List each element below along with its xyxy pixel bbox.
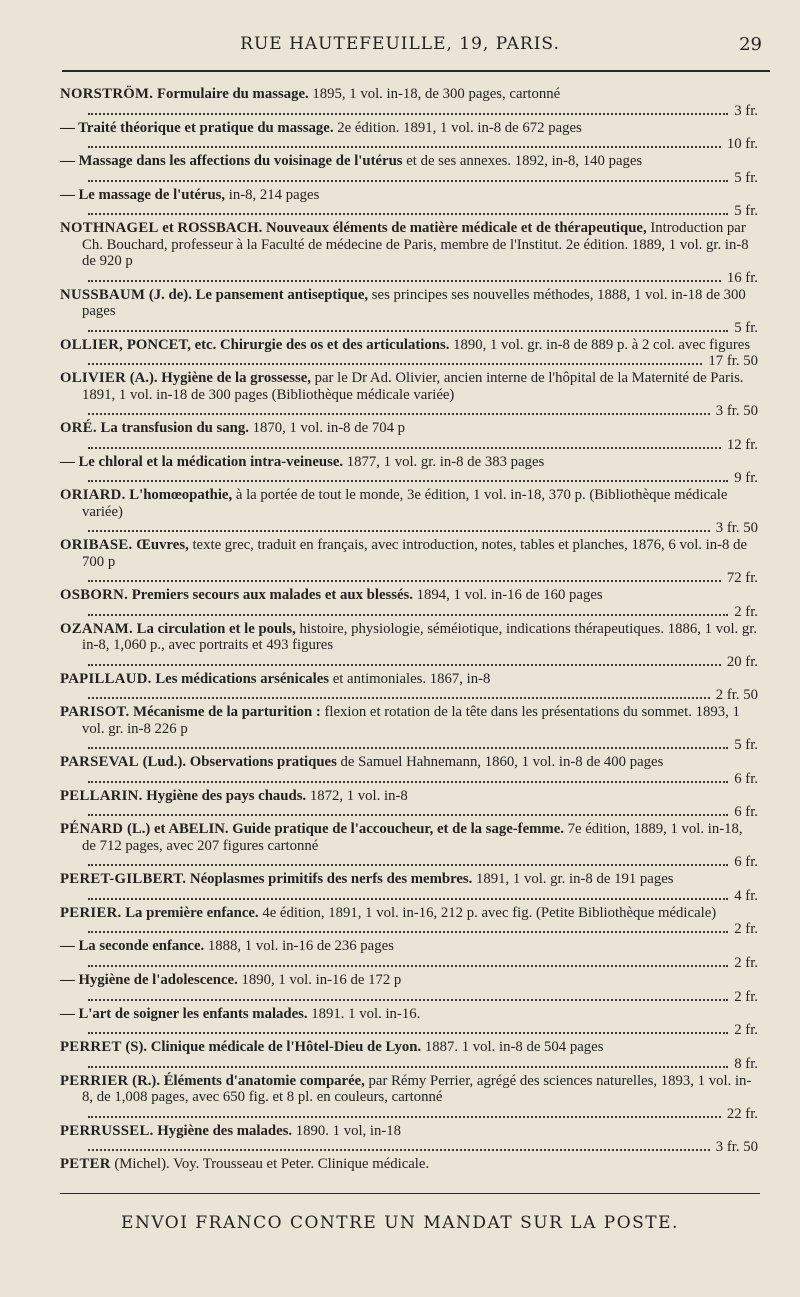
entry-author: ORIARD. bbox=[60, 487, 126, 504]
page-number: 29 bbox=[739, 34, 762, 55]
dot-leader bbox=[88, 697, 710, 699]
entry-detail: 1891. 1 vol. in-16. bbox=[311, 1005, 421, 1022]
entry-author: PERRET bbox=[60, 1039, 122, 1056]
dot-leader bbox=[88, 965, 728, 967]
catalog-entry bbox=[60, 821, 758, 854]
dot-leader bbox=[88, 280, 721, 282]
catalog-entry bbox=[60, 754, 758, 771]
entry-price: 12 fr. bbox=[726, 436, 758, 453]
entry-price-row bbox=[60, 353, 758, 370]
entry-price: 3 fr. 50 bbox=[715, 403, 758, 420]
entry-title: Premiers secours aux malades et aux blessés. bbox=[131, 587, 413, 604]
entry-detail: 1877, 1 vol. gr. in-8 de 383 pages bbox=[346, 453, 545, 470]
entry-detail: et antimoniales. 1867, in-8 bbox=[332, 670, 491, 687]
catalog-entry bbox=[60, 704, 758, 737]
entry-title: La circulation et le pouls, bbox=[136, 620, 296, 637]
catalog-entry bbox=[60, 454, 758, 471]
entry-detail: à la portée de tout le monde, 3e édition, 1 vol. in-18, 370 p. (Bibliothèque médicale variée) bbox=[82, 487, 728, 520]
entry-author: OLIVIER bbox=[60, 370, 127, 387]
entry-title: La première enfance. bbox=[125, 904, 259, 921]
dot-leader bbox=[88, 1116, 721, 1118]
entry-title: Hygiène des pays chauds. bbox=[146, 787, 307, 804]
entry-price-row bbox=[60, 687, 758, 704]
dot-leader bbox=[88, 530, 710, 532]
entry-title: — Traité théorique et pratique du massage. bbox=[60, 119, 334, 136]
entry-detail: par Rémy Perrier, agrégé des sciences naturelles, 1893, 1 vol. in-8, de 1,008 pages, avec 650 fig. et 8 pl. en couleurs, cartonné bbox=[82, 1072, 752, 1106]
entry-detail: 1895, 1 vol. in-18, de 300 pages, cartonné bbox=[312, 86, 561, 102]
entry-author: NORSTRÖM. bbox=[60, 86, 154, 102]
dot-leader bbox=[88, 146, 721, 148]
dot-leader bbox=[88, 747, 728, 749]
entry-price-row bbox=[60, 854, 758, 871]
dot-leader bbox=[88, 480, 728, 482]
entry-author: PETER bbox=[60, 1156, 111, 1173]
entry-detail: et de ses annexes. 1892, in-8, 140 pages bbox=[406, 153, 643, 170]
entry-title: (L.) et ABELIN. Guide pratique de l'accoucheur, et de la sage-femme. bbox=[126, 821, 564, 838]
entry-price: 2 fr. bbox=[734, 921, 758, 938]
catalog-entry bbox=[60, 153, 758, 170]
entry-price: 3 fr. 50 bbox=[715, 520, 758, 537]
catalog-entry bbox=[60, 1123, 758, 1140]
entry-price: 6 fr. bbox=[734, 854, 758, 871]
entry-title: — L'art de soigner les enfants malades. bbox=[60, 1005, 308, 1022]
entry-detail: histoire, physiologie, séméiotique, indications thérapeutiques. 1886, 1 vol. gr. in-8, 1,060 p., avec portraits et 493 figures bbox=[82, 620, 758, 654]
entry-price: 17 fr. 50 bbox=[708, 353, 758, 370]
entry-price-row bbox=[60, 804, 758, 821]
entry-author: OLLIER, bbox=[60, 336, 124, 353]
entry-price: 2 fr. 50 bbox=[715, 687, 758, 704]
entry-price: 2 fr. bbox=[734, 988, 758, 1005]
entry-price: 4 fr. bbox=[734, 887, 758, 904]
catalog-entry bbox=[60, 370, 758, 403]
catalog-entry bbox=[60, 1073, 758, 1106]
entry-title: (J. de). Le pansement antiseptique, bbox=[148, 286, 369, 303]
entry-price: 10 fr. bbox=[726, 136, 758, 153]
entry-price-row bbox=[60, 103, 758, 120]
entry-price-row bbox=[60, 403, 758, 420]
entry-price: 16 fr. bbox=[726, 269, 758, 286]
entry-price-row bbox=[60, 270, 758, 287]
running-head: RUE HAUTEFEUILLE, 19, PARIS. bbox=[240, 34, 560, 54]
dot-leader bbox=[88, 814, 728, 816]
entry-detail: (Michel). Voy. Trousseau et Peter. Clinique médicale. bbox=[114, 1156, 430, 1173]
entry-detail: in-8, 214 pages bbox=[228, 186, 320, 203]
entry-detail: 1894, 1 vol. in-16 de 160 pages bbox=[416, 587, 603, 604]
entry-detail: 1870, 1 vol. in-8 de 704 p bbox=[252, 420, 406, 437]
catalog-entry bbox=[60, 587, 758, 604]
entry-price-row bbox=[60, 888, 758, 905]
entry-author: PERIER. bbox=[60, 904, 122, 921]
entry-detail: 7e édition, 1889, 1 vol. in-18, de 712 pages, avec 207 figures cartonné bbox=[82, 821, 743, 854]
header-rule bbox=[62, 70, 770, 72]
entry-detail: de Samuel Hahnemann, 1860, 1 vol. in-8 de 400 pages bbox=[340, 754, 664, 771]
catalog-entry bbox=[60, 1156, 758, 1173]
entry-title: PONCET, etc. Chirurgie des os et des articulations. bbox=[126, 336, 450, 353]
dot-leader bbox=[88, 931, 728, 933]
entry-title: (R.). Éléments d'anatomie comparée, bbox=[132, 1072, 365, 1089]
entry-detail: par le Dr Ad. Olivier, ancien interne de l'hôpital de la Maternité de Paris. 1891, 1 vol. in-18 de 300 pages (Bibliothèque médicale variée) bbox=[82, 370, 744, 403]
catalog-entry bbox=[60, 287, 758, 320]
entry-title: — Le massage de l'utérus, bbox=[60, 186, 226, 203]
entry-title: (A.). Hygiène de la grossesse, bbox=[129, 370, 311, 387]
entry-title: et ROSSBACH. Nouveaux éléments de matière médicale et de thérapeutique, bbox=[162, 220, 647, 237]
entry-price-row bbox=[60, 570, 758, 587]
dot-leader bbox=[88, 447, 721, 449]
entry-title: Œuvres, bbox=[136, 537, 189, 554]
entry-detail: Introduction par Ch. Bouchard, professeur à la Faculté de médecine de Paris, membre de l'Institut. 2e édition. 1889, 1 vol. gr. in-8 de 920 p bbox=[82, 220, 749, 270]
entry-price-row bbox=[60, 437, 758, 454]
entry-detail: 1872, 1 vol. in-8 bbox=[309, 787, 408, 804]
entry-price-row bbox=[60, 170, 758, 187]
catalog-entry bbox=[60, 788, 758, 805]
entry-author: ORIBASE. bbox=[60, 537, 133, 554]
entry-price: 2 fr. bbox=[734, 603, 758, 620]
entry-detail: 1890. 1 vol, in-18 bbox=[295, 1122, 402, 1139]
entry-author: PERRIER bbox=[60, 1072, 129, 1089]
catalog-entry bbox=[60, 871, 758, 888]
entry-price: 6 fr. bbox=[734, 770, 758, 787]
entry-detail: 1890, 1 vol. in-16 de 172 p bbox=[241, 971, 402, 988]
entry-price-row bbox=[60, 1106, 758, 1123]
footer-rule bbox=[60, 1193, 760, 1194]
dot-leader bbox=[88, 330, 728, 332]
entry-detail: texte grec, traduit en français, avec introduction, notes, tables et planches, 1876, 6 vol. in-8 de 700 p bbox=[82, 537, 748, 570]
entry-title: Hygiène des malades. bbox=[157, 1122, 293, 1139]
entry-price: 5 fr. bbox=[734, 203, 758, 220]
dot-leader bbox=[88, 898, 728, 900]
entry-title: Mécanisme de la parturition : bbox=[133, 704, 321, 721]
entry-author: PÉNARD bbox=[60, 821, 124, 838]
entry-price-row bbox=[60, 1022, 758, 1039]
entry-price: 2 fr. bbox=[734, 954, 758, 971]
catalog-entry bbox=[60, 1039, 758, 1056]
entry-price-row bbox=[60, 654, 758, 671]
dot-leader bbox=[88, 580, 721, 582]
entry-price-row bbox=[60, 520, 758, 537]
dot-leader bbox=[88, 113, 728, 115]
entry-price: 3 fr. bbox=[734, 102, 758, 119]
entry-price: 5 fr. bbox=[734, 737, 758, 754]
entry-author: ORÉ. bbox=[60, 420, 97, 437]
entry-price: 72 fr. bbox=[726, 570, 758, 587]
entry-title: — La seconde enfance. bbox=[60, 938, 205, 955]
catalog-entry bbox=[60, 487, 758, 520]
entry-author: OZANAM. bbox=[60, 620, 133, 637]
entry-price-row bbox=[60, 771, 758, 788]
catalog-entry bbox=[60, 938, 758, 955]
dot-leader bbox=[88, 413, 710, 415]
catalog-entry bbox=[60, 972, 758, 989]
catalog-entries bbox=[60, 86, 758, 1173]
entry-price-row bbox=[60, 955, 758, 972]
catalog-entry bbox=[60, 905, 758, 922]
entry-author: PERET-GILBERT. bbox=[60, 871, 187, 888]
catalog-entry bbox=[60, 420, 758, 437]
dot-leader bbox=[88, 664, 721, 666]
entry-author: PERRUSSEL. bbox=[60, 1122, 154, 1139]
entry-title: Formulaire du massage. bbox=[156, 86, 309, 102]
entry-author: PELLARIN. bbox=[60, 787, 143, 804]
entry-title: Les médications arsénicales bbox=[155, 670, 330, 687]
dot-leader bbox=[88, 614, 728, 616]
catalog-entry bbox=[60, 537, 758, 570]
entry-author: PAPILLAUD. bbox=[60, 670, 152, 687]
entry-title: — Hygiène de l'adolescence. bbox=[60, 971, 238, 988]
entry-price-row bbox=[60, 921, 758, 938]
entry-detail: 4e édition, 1891, 1 vol. in-16, 212 p. avec fig. (Petite Bibliothèque médicale) bbox=[262, 904, 717, 921]
entry-price: 20 fr. bbox=[726, 653, 758, 670]
entry-price: 9 fr. bbox=[734, 470, 758, 487]
entry-price: 22 fr. bbox=[726, 1105, 758, 1122]
entry-price: 5 fr. bbox=[734, 169, 758, 186]
entry-price: 8 fr. bbox=[734, 1055, 758, 1072]
entry-price: 2 fr. bbox=[734, 1022, 758, 1039]
entry-title: (S). Clinique médicale de l'Hôtel-Dieu de Lyon. bbox=[125, 1039, 422, 1056]
catalog-entry bbox=[60, 86, 758, 103]
dot-leader bbox=[88, 213, 728, 215]
entry-title: (Lud.). Observations pratiques bbox=[142, 754, 337, 771]
catalog-entry bbox=[60, 120, 758, 137]
entry-author: NOTHNAGEL bbox=[60, 220, 159, 237]
catalog-entry bbox=[60, 187, 758, 204]
catalog-entry bbox=[60, 671, 758, 688]
entry-price: 3 fr. 50 bbox=[715, 1139, 758, 1156]
entry-detail: 1888, 1 vol. in-16 de 236 pages bbox=[207, 938, 394, 955]
entry-detail: ses principes ses nouvelles méthodes, 1888, 1 vol. in-18 de 300 pages bbox=[82, 286, 746, 320]
entry-author: NUSSBAUM bbox=[60, 286, 146, 303]
dot-leader bbox=[88, 1032, 728, 1034]
entry-title: La transfusion du sang. bbox=[100, 420, 249, 437]
entry-title: L'homœopathie, bbox=[129, 487, 233, 504]
entry-price-row bbox=[60, 203, 758, 220]
entry-price-row bbox=[60, 989, 758, 1006]
page-header bbox=[0, 26, 800, 66]
entry-price-row bbox=[60, 320, 758, 337]
dot-leader bbox=[88, 864, 728, 866]
entry-detail: flexion et rotation de la tête dans les présentations du sommet. 1893, 1 vol. gr. in-8 226 p bbox=[82, 704, 740, 737]
entry-author: PARSEVAL bbox=[60, 754, 139, 771]
catalog-entry bbox=[60, 1006, 758, 1023]
entry-price-row bbox=[60, 136, 758, 153]
entry-price-row bbox=[60, 470, 758, 487]
entry-price-row bbox=[60, 604, 758, 621]
entry-detail: 1891, 1 vol. gr. in-8 de 191 pages bbox=[476, 871, 674, 888]
entry-price-row bbox=[60, 1056, 758, 1073]
dot-leader bbox=[88, 1149, 710, 1151]
footer-notice: ENVOI FRANCO CONTRE UN MANDAT SUR LA POSTE. bbox=[121, 1213, 679, 1233]
dot-leader bbox=[88, 999, 728, 1001]
entry-author: OSBORN. bbox=[60, 587, 129, 604]
entry-title: — Le chloral et la médication intra-veineuse. bbox=[60, 453, 344, 470]
entry-detail: 2e édition. 1891, 1 vol. in-8 de 672 pages bbox=[337, 119, 582, 136]
dot-leader bbox=[88, 781, 728, 783]
entry-price-row bbox=[60, 737, 758, 754]
dot-leader bbox=[88, 363, 702, 365]
entry-detail: 1887. 1 vol. in-8 de 504 pages bbox=[424, 1039, 604, 1056]
dot-leader bbox=[88, 1066, 728, 1068]
catalog-entry bbox=[60, 220, 758, 270]
entry-price-row bbox=[60, 1139, 758, 1156]
entry-price: 6 fr. bbox=[734, 804, 758, 821]
entry-detail: 1890, 1 vol. gr. in-8 de 889 p. à 2 col. avec figures bbox=[453, 336, 751, 353]
catalog-entry bbox=[60, 621, 758, 654]
dot-leader bbox=[88, 180, 728, 182]
catalog-entry bbox=[60, 337, 758, 354]
entry-title: — Massage dans les affections du voisinage de l'utérus bbox=[60, 153, 403, 170]
entry-author: PARISOT. bbox=[60, 704, 130, 721]
entry-price: 5 fr. bbox=[734, 319, 758, 336]
entry-title: Néoplasmes primitifs des nerfs des membres. bbox=[189, 871, 473, 888]
